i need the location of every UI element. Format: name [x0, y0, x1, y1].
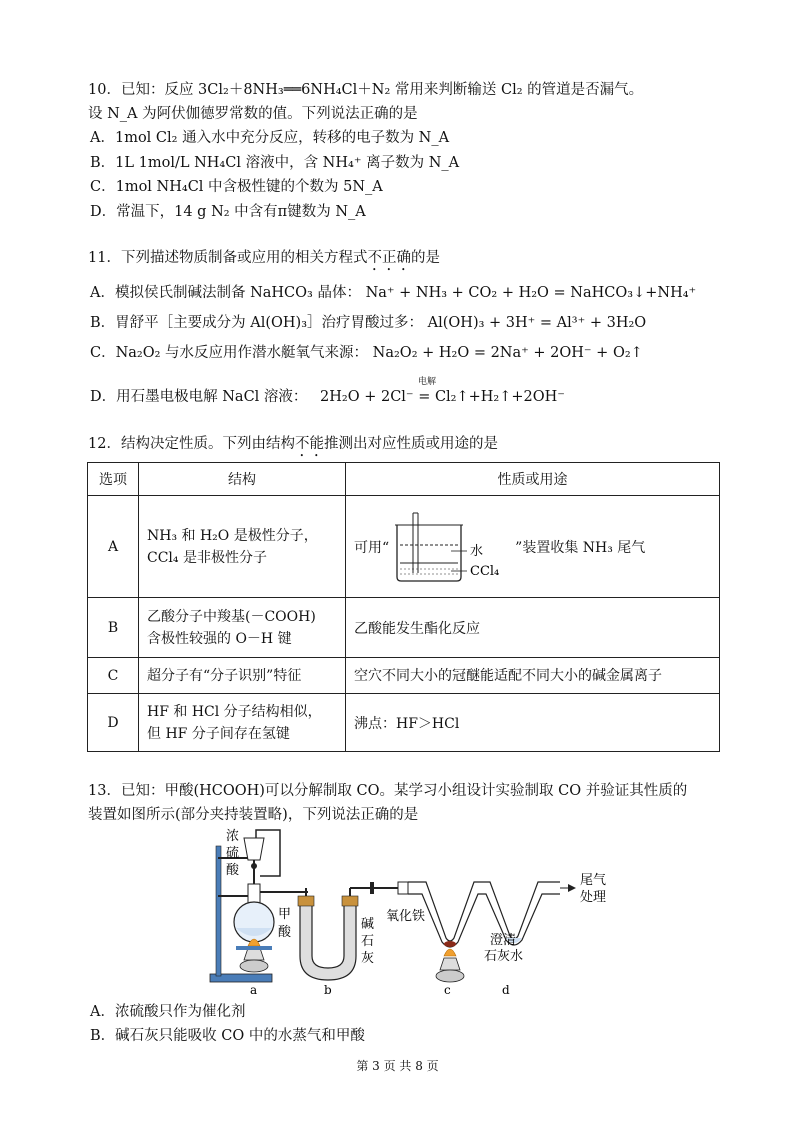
header-option: 选项: [88, 463, 139, 496]
stand-rod: [216, 846, 221, 976]
table-row: [88, 658, 720, 694]
q11-option-d-equation-wrap: [320, 377, 565, 407]
structure-line: 含极性较强的 O－H 键: [147, 630, 292, 647]
label-tail-gas-2: 处理: [580, 890, 607, 905]
header-property: 性质或用途: [346, 463, 720, 496]
beaker-water-label: 水: [470, 543, 484, 559]
structure-line: 乙酸分子中羧基(－COOH): [147, 608, 316, 625]
table-row: [88, 496, 720, 598]
property-a-content: [354, 511, 711, 583]
q10-stem-line1: 10．已知：反应 3Cl₂＋8NH₃══6NH₄Cl＋N₂ 常用来判断输送 Cl₂ 的管道是否漏气。: [88, 82, 644, 98]
q11-option-d-label: D．用石墨电极电解 NaCl 溶液：: [90, 389, 308, 405]
q11-option-d: [90, 377, 565, 407]
q12-stem-post: 推测出对应性质或用途的是: [323, 436, 498, 452]
q12-table-header: [88, 463, 720, 496]
row-structure: [139, 598, 346, 658]
q11-option-c: C．Na₂O₂ 与水反应用作潜水艇氧气来源： Na₂O₂ + H₂O = 2Na⁺ + 2OH⁻ + O₂↑: [90, 345, 643, 361]
row-option: B: [88, 598, 139, 658]
q13-stem-line1: 13．已知：甲酸(HCOOH)可以分解制取 CO。某学习小组设计实验制取 CO 并验证其性质的: [88, 783, 688, 799]
header-structure: 结构: [139, 463, 346, 496]
label-soda-lime-3: 灰: [361, 951, 375, 966]
table-row: [88, 598, 720, 658]
q12-table: [87, 462, 720, 752]
label-conc-acid-3: 酸: [226, 863, 240, 878]
label-b: b: [324, 983, 332, 997]
label-formic-1: 甲: [278, 907, 292, 922]
row-structure: [139, 496, 346, 598]
label-iron-oxide: 氧化铁: [386, 909, 426, 924]
q13-stem-line2: 装置如图所示(部分夹持装置略)，下列说法正确的是: [88, 807, 419, 823]
q10-option-a: A．1mol Cl₂ 通入水中充分反应，转移的电子数为 N_A: [90, 130, 450, 146]
label-conc-acid-2: 硫: [226, 846, 240, 861]
q12-stem-emphasis: 不能: [294, 436, 324, 452]
row-property: [346, 496, 720, 598]
reaction-tube: [408, 882, 560, 941]
row-option: D: [88, 694, 139, 752]
label-tail-gas-1: 尾气: [580, 873, 607, 888]
label-conc-acid-1: 浓: [226, 829, 240, 844]
row-structure: 超分子有“分子识别”特征: [139, 658, 346, 694]
q11-stem: [88, 248, 440, 274]
apparatus-diagram: [200, 826, 620, 998]
label-limewater-2: 石灰水: [484, 949, 524, 964]
row-option: C: [88, 658, 139, 694]
row-structure: [139, 694, 346, 752]
structure-line: NH₃ 和 H₂O 是极性分子，: [147, 527, 318, 544]
label-d: d: [502, 983, 510, 997]
q11-option-b: B．胃舒平［主要成分为 Al(OH)₃］治疗胃酸过多： Al(OH)₃ + 3H⁺ = Al³⁺ + 3H₂O: [90, 315, 647, 331]
q11-stem-post: 的是: [410, 250, 440, 266]
q12-stem: [88, 434, 498, 460]
electrolysis-condition: 电解: [418, 377, 437, 387]
row-property: 乙酸能发生酯化反应: [346, 598, 720, 658]
property-text: ”装置收集 NH₃ 尾气: [515, 539, 646, 556]
label-a: a: [250, 983, 258, 997]
structure-line: 但 HF 分子间存在氢键: [147, 725, 290, 742]
row-option: A: [88, 496, 139, 598]
q11-option-a: A．模拟侯氏制碱法制备 NaHCO₃ 晶体： Na⁺ + NH₃ + CO₂ + H₂O = NaHCO₃↓+NH₄⁺: [90, 285, 697, 301]
q10-stem-line2: 设 N_A 为阿伏伽德罗常数的值。下列说法正确的是: [88, 106, 418, 122]
q10-option-c: C．1mol NH₄Cl 中含极性键的个数为 5N_A: [90, 179, 383, 195]
row-property: 沸点：HF＞HCl: [346, 694, 720, 752]
q13-option-b: B．碱石灰只能吸收 CO 中的水蒸气和甲酸: [90, 1028, 365, 1044]
label-c: c: [444, 983, 451, 997]
q10-option-b: B．1L 1mol/L NH₄Cl 溶液中，含 NH₄⁺ 离子数为 N_A: [90, 155, 460, 171]
q11-option-d-equation: 2H₂O + 2Cl⁻ = Cl₂↑+H₂↑+2OH⁻: [320, 389, 565, 405]
beaker-ccl4-label: CCl₄: [470, 563, 500, 579]
property-text: 可用“: [354, 539, 390, 556]
structure-line: CCl₄ 是非极性分子: [147, 549, 267, 566]
label-formic-2: 酸: [278, 925, 292, 940]
label-soda-lime-2: 石: [361, 934, 375, 949]
q10-option-d: D．常温下，14 g N₂ 中含有π键数为 N_A: [90, 204, 366, 220]
label-soda-lime-1: 碱: [361, 917, 375, 932]
q12-stem-pre: 12．结构决定性质。下列由结构: [88, 436, 295, 452]
arrow-icon: [568, 884, 576, 892]
table-row: [88, 694, 720, 752]
q13-option-a: A．浓硫酸只作为催化剂: [90, 1004, 246, 1020]
beaker-diagram: [391, 511, 513, 583]
structure-line: HF 和 HCl 分子结构相似，: [147, 703, 322, 720]
q11-stem-emphasis: 不正确: [367, 250, 411, 266]
page-footer: 第 3 页 共 8 页: [356, 1059, 439, 1073]
q11-stem-pre: 11．下列描述物质制备或应用的相关方程式: [88, 250, 368, 266]
label-limewater-1: 澄清: [490, 933, 517, 948]
row-property: 空穴不同大小的冠醚能适配不同大小的碱金属离子: [346, 658, 720, 694]
